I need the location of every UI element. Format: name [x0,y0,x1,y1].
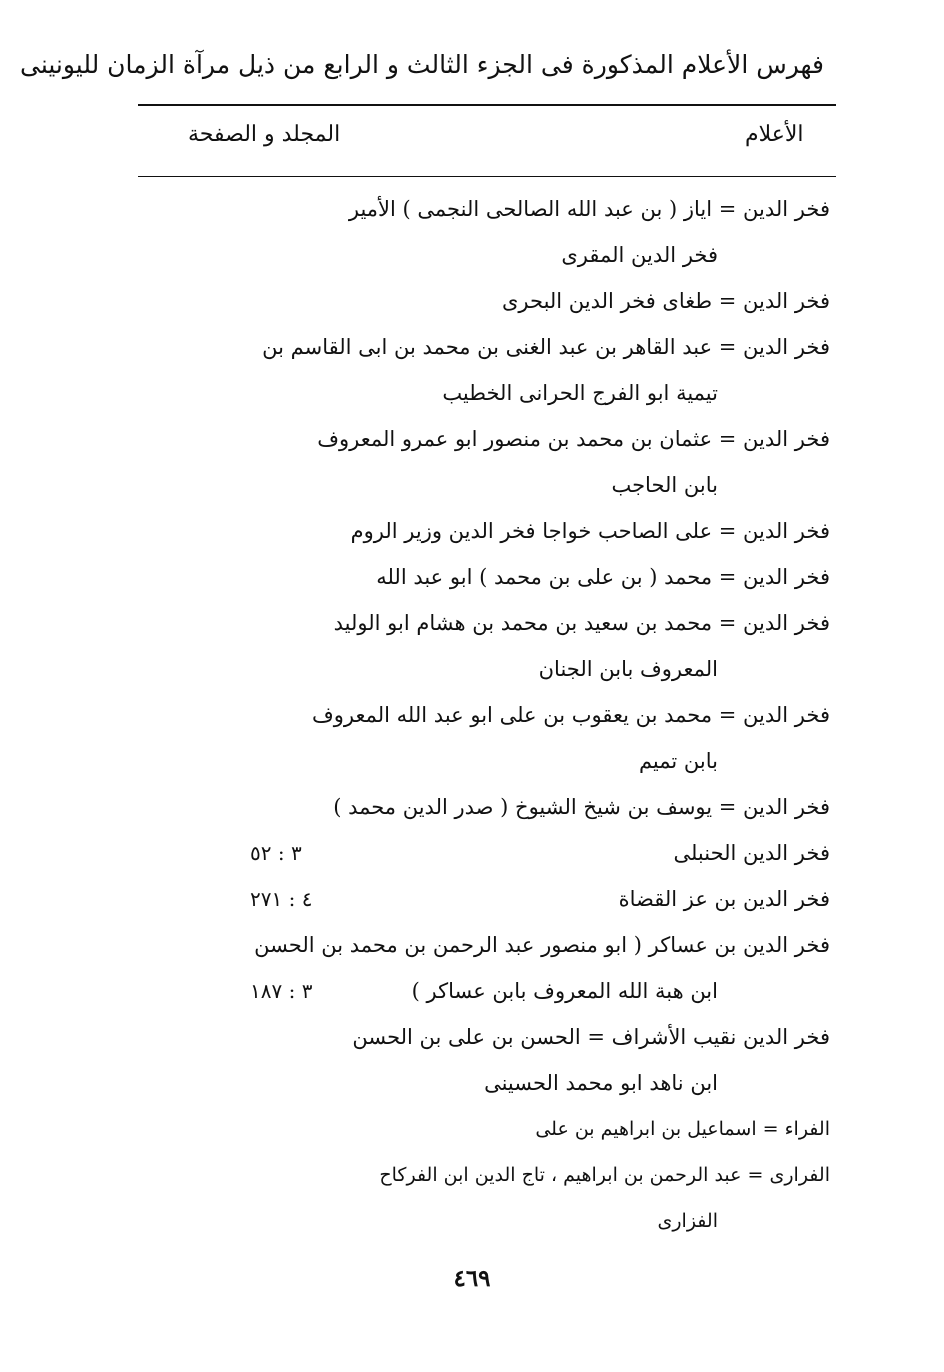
index-entry [320,784,830,830]
index-entry [262,324,830,416]
entry-headword-line: فخر الدين = عثمان بن محمد بن منصور ابو عمرو المعروف [317,427,830,451]
volume-page-reference: ٣ : ٥٢ [250,841,302,865]
column-heading-volume-page: المجلد و الصفحة [188,122,341,147]
index-entry [250,830,830,876]
header-rule [138,104,836,106]
entry-headword-line: فخر الدين = اياز ( بن عبد الله الصالحى النجمى ) الأمير [348,197,830,221]
index-entry [250,876,830,922]
entry-continuation-line: تيمية ابو الفرج الحرانى الخطيب [442,381,718,405]
entry-headword-line: فخر الدين = على الصاحب خواجا فخر الدين وزير الروم [350,519,830,543]
index-entry [250,922,830,1014]
volume-page-reference: ٤ : ٢٧١ [250,887,313,911]
index-entry [320,554,830,600]
entry-headword-line: فخر الدين = محمد ( بن على بن محمد ) ابو عبد الله [376,565,830,589]
entry-continuation-line: الفزارى [657,1210,718,1232]
column-heading-names: الأعلام [745,122,804,147]
entry-headword-line: فخر الدين = محمد بن سعيد بن محمد بن هشام ابو الوليد [333,611,830,635]
index-entry [320,600,830,692]
entry-headword-line: فخر الدين = محمد بن يعقوب بن على ابو عبد الله المعروف [312,703,830,727]
entry-continuation-line: فخر الدين المقرى [561,243,718,267]
entry-continuation-line: ابن هبة الله المعروف بابن عساكر ) [411,979,718,1003]
index-entry [320,186,830,278]
entry-headword-line: فخر الدين الحنبلى [673,841,830,865]
index-entry [320,1106,830,1152]
column-heading-rule [138,176,836,177]
index-entry [317,416,830,508]
volume-page-reference: ٣ : ١٨٧ [250,979,313,1003]
page-number: ٤٦٩ [453,1265,491,1292]
entry-headword-line: الفرارى = عبد الرحمن بن ابراهيم ، تاج الدين ابن الفركاح [379,1164,830,1186]
index-entry [320,508,830,554]
entry-continuation-line: المعروف بابن الجنان [538,657,718,681]
entry-headword-line: فخر الدين = يوسف بن شيخ الشيوخ ( صدر الدين محمد ) [333,795,830,819]
index-entry [320,1014,830,1106]
index-entry [320,278,830,324]
entry-headword-line: فخر الدين بن عز القضاة [618,887,830,911]
index-entry [312,692,830,784]
entry-continuation-line: بابن الحاجب [611,473,718,497]
index-entries [250,186,830,1244]
running-head: فهرس الأعلام المذكورة فى الجزء الثالث و الرابع من ذيل مرآة الزمان لليونينى [20,50,824,79]
entry-headword-line: الفراء = اسماعيل بن ابراهيم بن على [535,1118,830,1140]
entry-headword-line: فخر الدين نقيب الأشراف = الحسن بن على بن الحسن [352,1025,830,1049]
entry-headword-line: فخر الدين = عبد القاهر بن عبد الغنى بن محمد بن ابى القاسم بن [262,335,830,359]
entry-continuation-line: بابن تميم [638,749,718,773]
entry-continuation-line: ابن ناهد ابو محمد الحسينى [484,1071,718,1095]
entry-headword-line: فخر الدين بن عساكر ( ابو منصور عبد الرحمن بن محمد بن الحسن [254,933,830,957]
entry-headword-line: فخر الدين = طغاى فخر الدين البحرى [501,289,830,313]
index-entry [320,1152,830,1244]
